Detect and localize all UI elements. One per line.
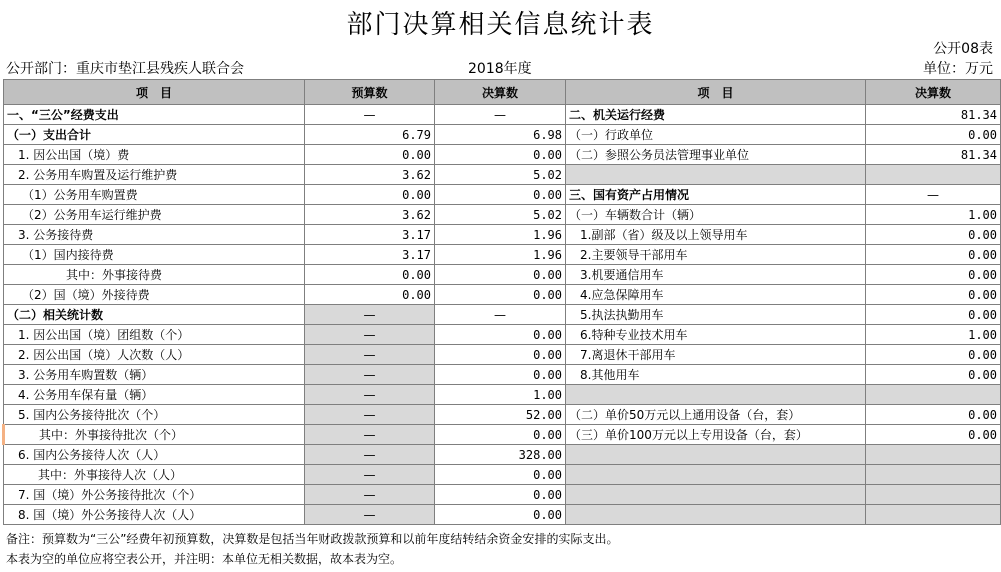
header-final-right: 决算数: [866, 80, 1001, 105]
final-value: 0.00: [435, 145, 566, 165]
left-item-label: 2. 公务用车购置及运行维护费: [4, 165, 305, 185]
table-row: [4, 105, 1001, 125]
right-item-label: 7.离退休干部用车: [566, 345, 866, 365]
table-row: [4, 165, 1001, 185]
budget-value: 3.17: [305, 245, 435, 265]
final-value: —: [435, 305, 566, 325]
left-item-label: 2. 因公出国（境）人次数（人）: [4, 345, 305, 365]
right-item-label: （三）单价100万元以上专用设备（台，套）: [566, 425, 866, 445]
table-row: [4, 385, 1001, 405]
budget-value: —: [305, 385, 435, 405]
table-row: [4, 245, 1001, 265]
table-row: [4, 145, 1001, 165]
table-header-row: [4, 80, 1001, 105]
left-item-label: 8. 国（境）外公务接待人次（人）: [4, 505, 305, 525]
right-final-value: 0.00: [866, 265, 1001, 285]
right-item-label: 3.机要通信用车: [566, 265, 866, 285]
final-value: 0.00: [435, 325, 566, 345]
table-row: [4, 485, 1001, 505]
right-final-value: 81.34: [866, 145, 1001, 165]
budget-value: —: [305, 465, 435, 485]
table-row: [4, 445, 1001, 465]
footnote-remark: 备注：预算数为“三公”经费年初预算数，决算数是包括当年财政拨款预算和以前年度结转结余资金安排的实际支出。: [6, 532, 619, 546]
right-item-label: 二、机关运行经费: [566, 105, 866, 125]
year-label: 2018年度: [468, 61, 532, 77]
budget-value: 0.00: [305, 285, 435, 305]
left-item-label: （2）国（境）外接待费: [4, 285, 305, 305]
final-value: —: [435, 105, 566, 125]
final-value: 5.02: [435, 165, 566, 185]
right-final-value: [866, 445, 1001, 465]
right-final-value: [866, 485, 1001, 505]
budget-value: —: [305, 305, 435, 325]
final-value: 0.00: [435, 425, 566, 445]
budget-value: —: [305, 365, 435, 385]
right-item-label: 4.应急保障用车: [566, 285, 866, 305]
table-row: [4, 205, 1001, 225]
header-budget: 预算数: [305, 80, 435, 105]
header-item-right: 项 目: [566, 80, 866, 105]
final-value: 0.00: [435, 265, 566, 285]
table-row: [4, 285, 1001, 305]
footnote-empty-note: 本表为空的单位应将空表公开，并注明：本单位无相关数据，故本表为空。: [6, 552, 403, 566]
table-row: [4, 405, 1001, 425]
right-final-value: 1.00: [866, 325, 1001, 345]
left-item-label: （一）支出合计: [4, 125, 305, 145]
right-final-value: 0.00: [866, 125, 1001, 145]
final-value: 0.00: [435, 345, 566, 365]
final-value: 328.00: [435, 445, 566, 465]
department-label: 公开部门：重庆市垫江县残疾人联合会: [6, 61, 244, 77]
form-code: 公开08表: [933, 41, 993, 57]
left-item-label: 5. 国内公务接待批次（个）: [4, 405, 305, 425]
table-row: [4, 185, 1001, 205]
right-item-label: 2.主要领导干部用车: [566, 245, 866, 265]
final-value: 0.00: [435, 465, 566, 485]
table-row: [4, 465, 1001, 485]
right-item-label: 6.特种专业技术用车: [566, 325, 866, 345]
left-item-label: 7. 国（境）外公务接待批次（个）: [4, 485, 305, 505]
final-value: 6.98: [435, 125, 566, 145]
budget-value: 0.00: [305, 185, 435, 205]
left-item-label: 3. 公务接待费: [4, 225, 305, 245]
left-item-label: 6. 国内公务接待人次（人）: [4, 445, 305, 465]
right-item-label: （二）单价50万元以上通用设备（台，套）: [566, 405, 866, 425]
right-final-value: 0.00: [866, 305, 1001, 325]
right-item-label: （二）参照公务员法管理事业单位: [566, 145, 866, 165]
right-final-value: 1.00: [866, 205, 1001, 225]
unit-label: 单位：万元: [923, 61, 993, 77]
table-row: [4, 305, 1001, 325]
right-item-label: [566, 465, 866, 485]
final-value: 5.02: [435, 205, 566, 225]
right-final-value: [866, 505, 1001, 525]
left-item-label: 一、“三公”经费支出: [4, 105, 305, 125]
table-row: [4, 325, 1001, 345]
final-value: 0.00: [435, 365, 566, 385]
right-item-label: （一）行政单位: [566, 125, 866, 145]
final-value: 1.96: [435, 245, 566, 265]
right-final-value: 0.00: [866, 345, 1001, 365]
left-item-label: （1）公务用车购置费: [4, 185, 305, 205]
left-item-label: 其中：外事接待人次（人）: [4, 465, 305, 485]
final-value: 1.00: [435, 385, 566, 405]
right-final-value: 0.00: [866, 285, 1001, 305]
budget-value: —: [305, 425, 435, 445]
right-final-value: [866, 385, 1001, 405]
budget-value: —: [305, 445, 435, 465]
final-value: 0.00: [435, 185, 566, 205]
page-title: 部门决算相关信息统计表: [346, 10, 655, 40]
table-row: [4, 345, 1001, 365]
left-item-label: 其中：外事接待费: [4, 265, 305, 285]
budget-value: 6.79: [305, 125, 435, 145]
right-final-value: [866, 465, 1001, 485]
right-final-value: 0.00: [866, 365, 1001, 385]
budget-value: 3.17: [305, 225, 435, 245]
right-item-label: 三、国有资产占用情况: [566, 185, 866, 205]
final-value: 0.00: [435, 485, 566, 505]
right-final-value: 0.00: [866, 425, 1001, 445]
right-final-value: 0.00: [866, 405, 1001, 425]
budget-value: —: [305, 325, 435, 345]
header-final-left: 决算数: [435, 80, 566, 105]
right-final-value: 81.34: [866, 105, 1001, 125]
right-item-label: 8.其他用车: [566, 365, 866, 385]
budget-value: —: [305, 485, 435, 505]
right-item-label: [566, 505, 866, 525]
table-row: [4, 225, 1001, 245]
budget-value: —: [305, 105, 435, 125]
left-item-label: 其中：外事接待批次（个）: [4, 425, 305, 445]
header-item-left: 项 目: [4, 80, 305, 105]
final-value: 1.96: [435, 225, 566, 245]
right-item-label: 5.执法执勤用车: [566, 305, 866, 325]
budget-value: 0.00: [305, 145, 435, 165]
right-final-value: 0.00: [866, 225, 1001, 245]
table-row: [4, 265, 1001, 285]
right-item-label: 1.副部（省）级及以上领导用车: [566, 225, 866, 245]
left-item-label: 4. 公务用车保有量（辆）: [4, 385, 305, 405]
right-item-label: [566, 165, 866, 185]
table-row: [4, 125, 1001, 145]
right-final-value: —: [866, 185, 1001, 205]
statistics-table: [2, 79, 1001, 525]
right-final-value: 0.00: [866, 245, 1001, 265]
left-item-label: （2）公务用车运行维护费: [4, 205, 305, 225]
budget-value: 0.00: [305, 265, 435, 285]
right-item-label: [566, 445, 866, 465]
right-item-label: [566, 385, 866, 405]
budget-value: 3.62: [305, 205, 435, 225]
left-item-label: 1. 因公出国（境）团组数（个）: [4, 325, 305, 345]
budget-value: —: [305, 405, 435, 425]
budget-value: 3.62: [305, 165, 435, 185]
final-value: 0.00: [435, 285, 566, 305]
budget-value: —: [305, 505, 435, 525]
final-value: 0.00: [435, 505, 566, 525]
left-item-label: 3. 公务用车购置数（辆）: [4, 365, 305, 385]
final-value: 52.00: [435, 405, 566, 425]
table-row: [4, 425, 1001, 445]
right-final-value: [866, 165, 1001, 185]
table-row: [4, 365, 1001, 385]
budget-value: —: [305, 345, 435, 365]
right-item-label: [566, 485, 866, 505]
left-item-label: 1. 因公出国（境）费: [4, 145, 305, 165]
left-item-label: （二）相关统计数: [4, 305, 305, 325]
right-item-label: （一）车辆数合计（辆）: [566, 205, 866, 225]
table-row: [4, 505, 1001, 525]
left-item-label: （1）国内接待费: [4, 245, 305, 265]
